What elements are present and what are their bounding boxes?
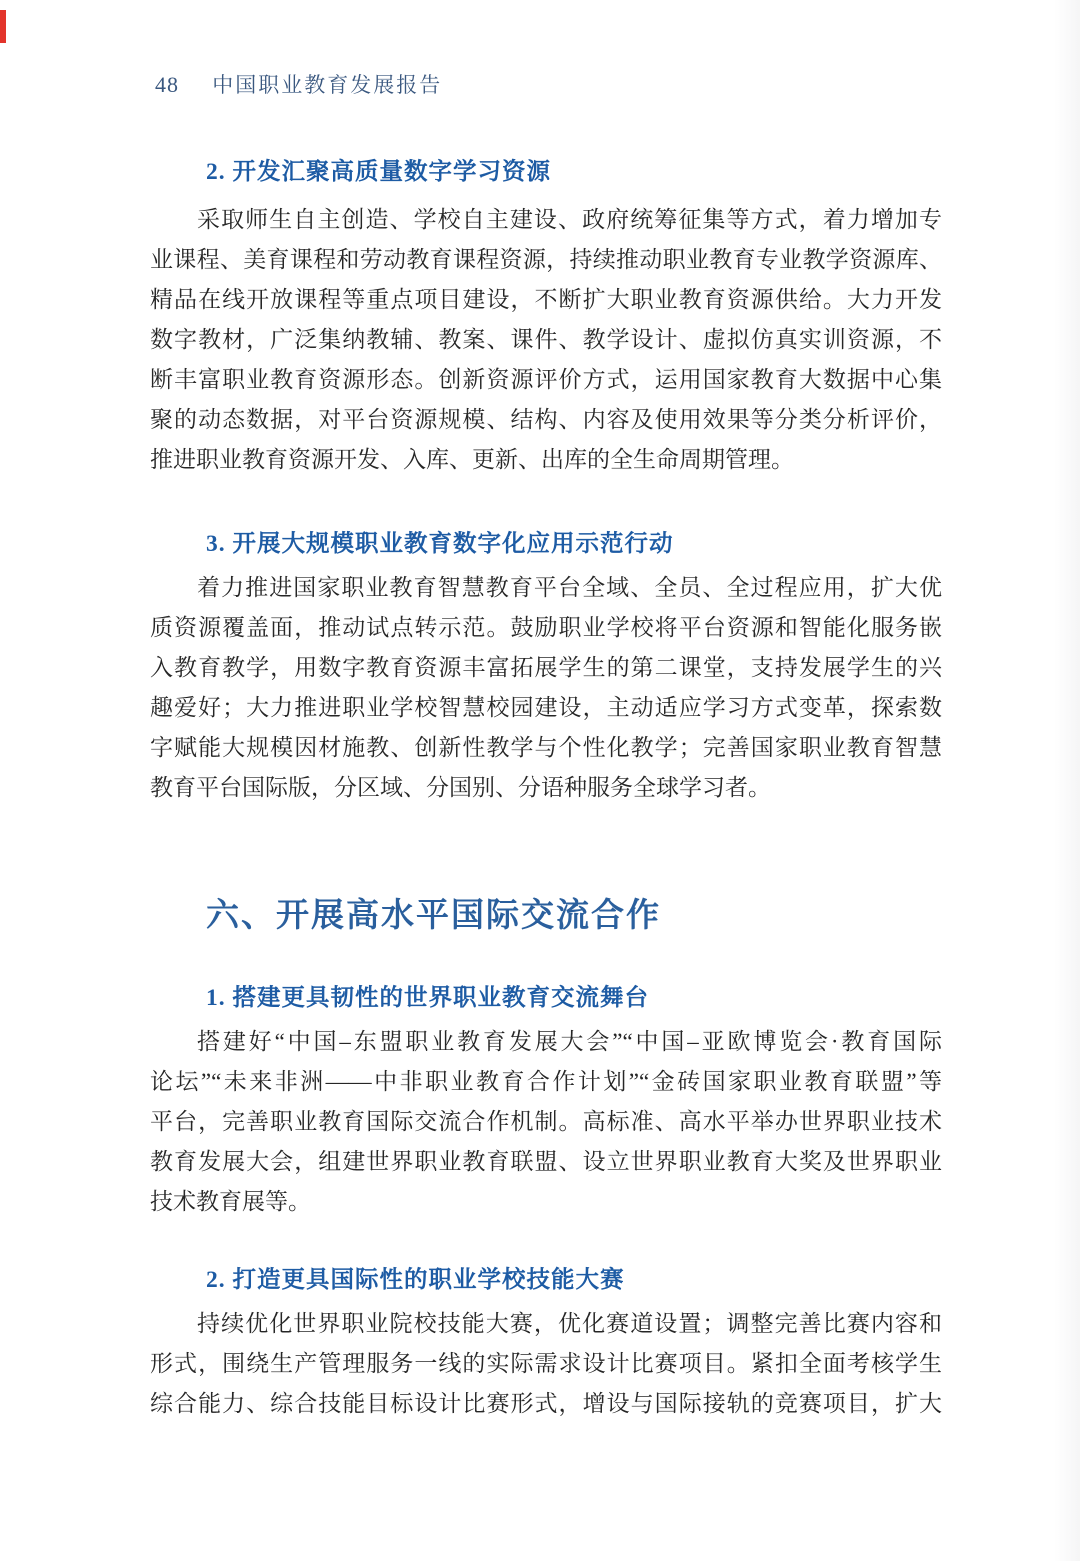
paragraph-skills-competition	[150, 1304, 942, 1424]
paragraph-line: 搭建好“中国–东盟职业教育发展大会”“中国–亚欧博览会·教育国际	[197, 1029, 942, 1054]
paragraph-line: 推进职业教育资源开发、入库、更新、出库的全生命周期管理。	[150, 447, 794, 472]
report-title: 中国职业教育发展报告	[212, 73, 443, 97]
chapter-heading-international-cooperation: 六、开展高水平国际交流合作	[206, 898, 661, 934]
paragraph-line: 教育平台国际版，分区域、分国别、分语种服务全球学习者。	[150, 775, 771, 800]
section-heading-demo-action: 3. 开展大规模职业教育数字化应用示范行动	[206, 531, 674, 557]
section-heading-skills-competition: 2. 打造更具国际性的职业学校技能大赛	[206, 1267, 625, 1293]
page-header	[155, 72, 442, 98]
paragraph-line: 入教育教学，用数字教育资源丰富拓展学生的第二课堂，支持发展学生的兴	[150, 655, 942, 680]
paragraph-line: 综合能力、综合技能目标设计比赛形式，增设与国际接轨的竞赛项目，扩大	[150, 1391, 942, 1416]
paragraph-line: 断丰富职业教育资源形态。创新资源评价方式，运用国家教育大数据中心集	[150, 367, 942, 392]
paragraph-line: 论坛”“未来非洲——中非职业教育合作计划”“金砖国家职业教育联盟”等	[150, 1069, 942, 1094]
paragraph-line: 趣爱好；大力推进职业学校智慧校园建设，主动适应学习方式变革，探索数	[150, 695, 942, 720]
paragraph-line: 持续优化世界职业院校技能大赛，优化赛道设置；调整完善比赛内容和	[197, 1311, 942, 1336]
page-number: 48	[155, 72, 179, 97]
paragraph-line: 数字教材，广泛集纳教辅、教案、课件、教学设计、虚拟仿真实训资源，不	[150, 327, 942, 352]
paragraph-line: 着力推进国家职业教育智慧教育平台全域、全员、全过程应用，扩大优	[197, 575, 942, 600]
paragraph-line: 形式，围绕生产管理服务一线的实际需求设计比赛项目。紧扣全面考核学生	[150, 1351, 942, 1376]
paragraph-line: 采取师生自主创造、学校自主建设、政府统筹征集等方式，着力增加专	[197, 207, 942, 232]
section-heading-exchange-stage: 1. 搭建更具韧性的世界职业教育交流舞台	[206, 985, 649, 1011]
paragraph-line: 教育发展大会，组建世界职业教育联盟、设立世界职业教育大奖及世界职业	[150, 1149, 942, 1174]
paragraph-line: 质资源覆盖面，推动试点转示范。鼓励职业学校将平台资源和智能化服务嵌	[150, 615, 942, 640]
paragraph-line: 聚的动态数据，对平台资源规模、结构、内容及使用效果等分类分析评价，	[150, 407, 942, 432]
paragraph-exchange-stage	[150, 1022, 942, 1222]
red-corner-mark	[0, 10, 6, 43]
paragraph-line: 技术教育展等。	[150, 1189, 311, 1214]
paragraph-digital-resources	[150, 200, 942, 480]
paragraph-line: 字赋能大规模因材施教、创新性教学与个性化教学；完善国家职业教育智慧	[150, 735, 942, 760]
paragraph-demo-action	[150, 568, 942, 808]
section-heading-digital-resources: 2. 开发汇聚高质量数字学习资源	[206, 159, 551, 185]
paragraph-line: 平台，完善职业教育国际交流合作机制。高标准、高水平举办世界职业技术	[150, 1109, 942, 1134]
paragraph-line: 业课程、美育课程和劳动教育课程资源，持续推动职业教育专业教学资源库、	[150, 247, 942, 272]
paragraph-line: 精品在线开放课程等重点项目建设，不断扩大职业教育资源供给。大力开发	[150, 287, 942, 312]
